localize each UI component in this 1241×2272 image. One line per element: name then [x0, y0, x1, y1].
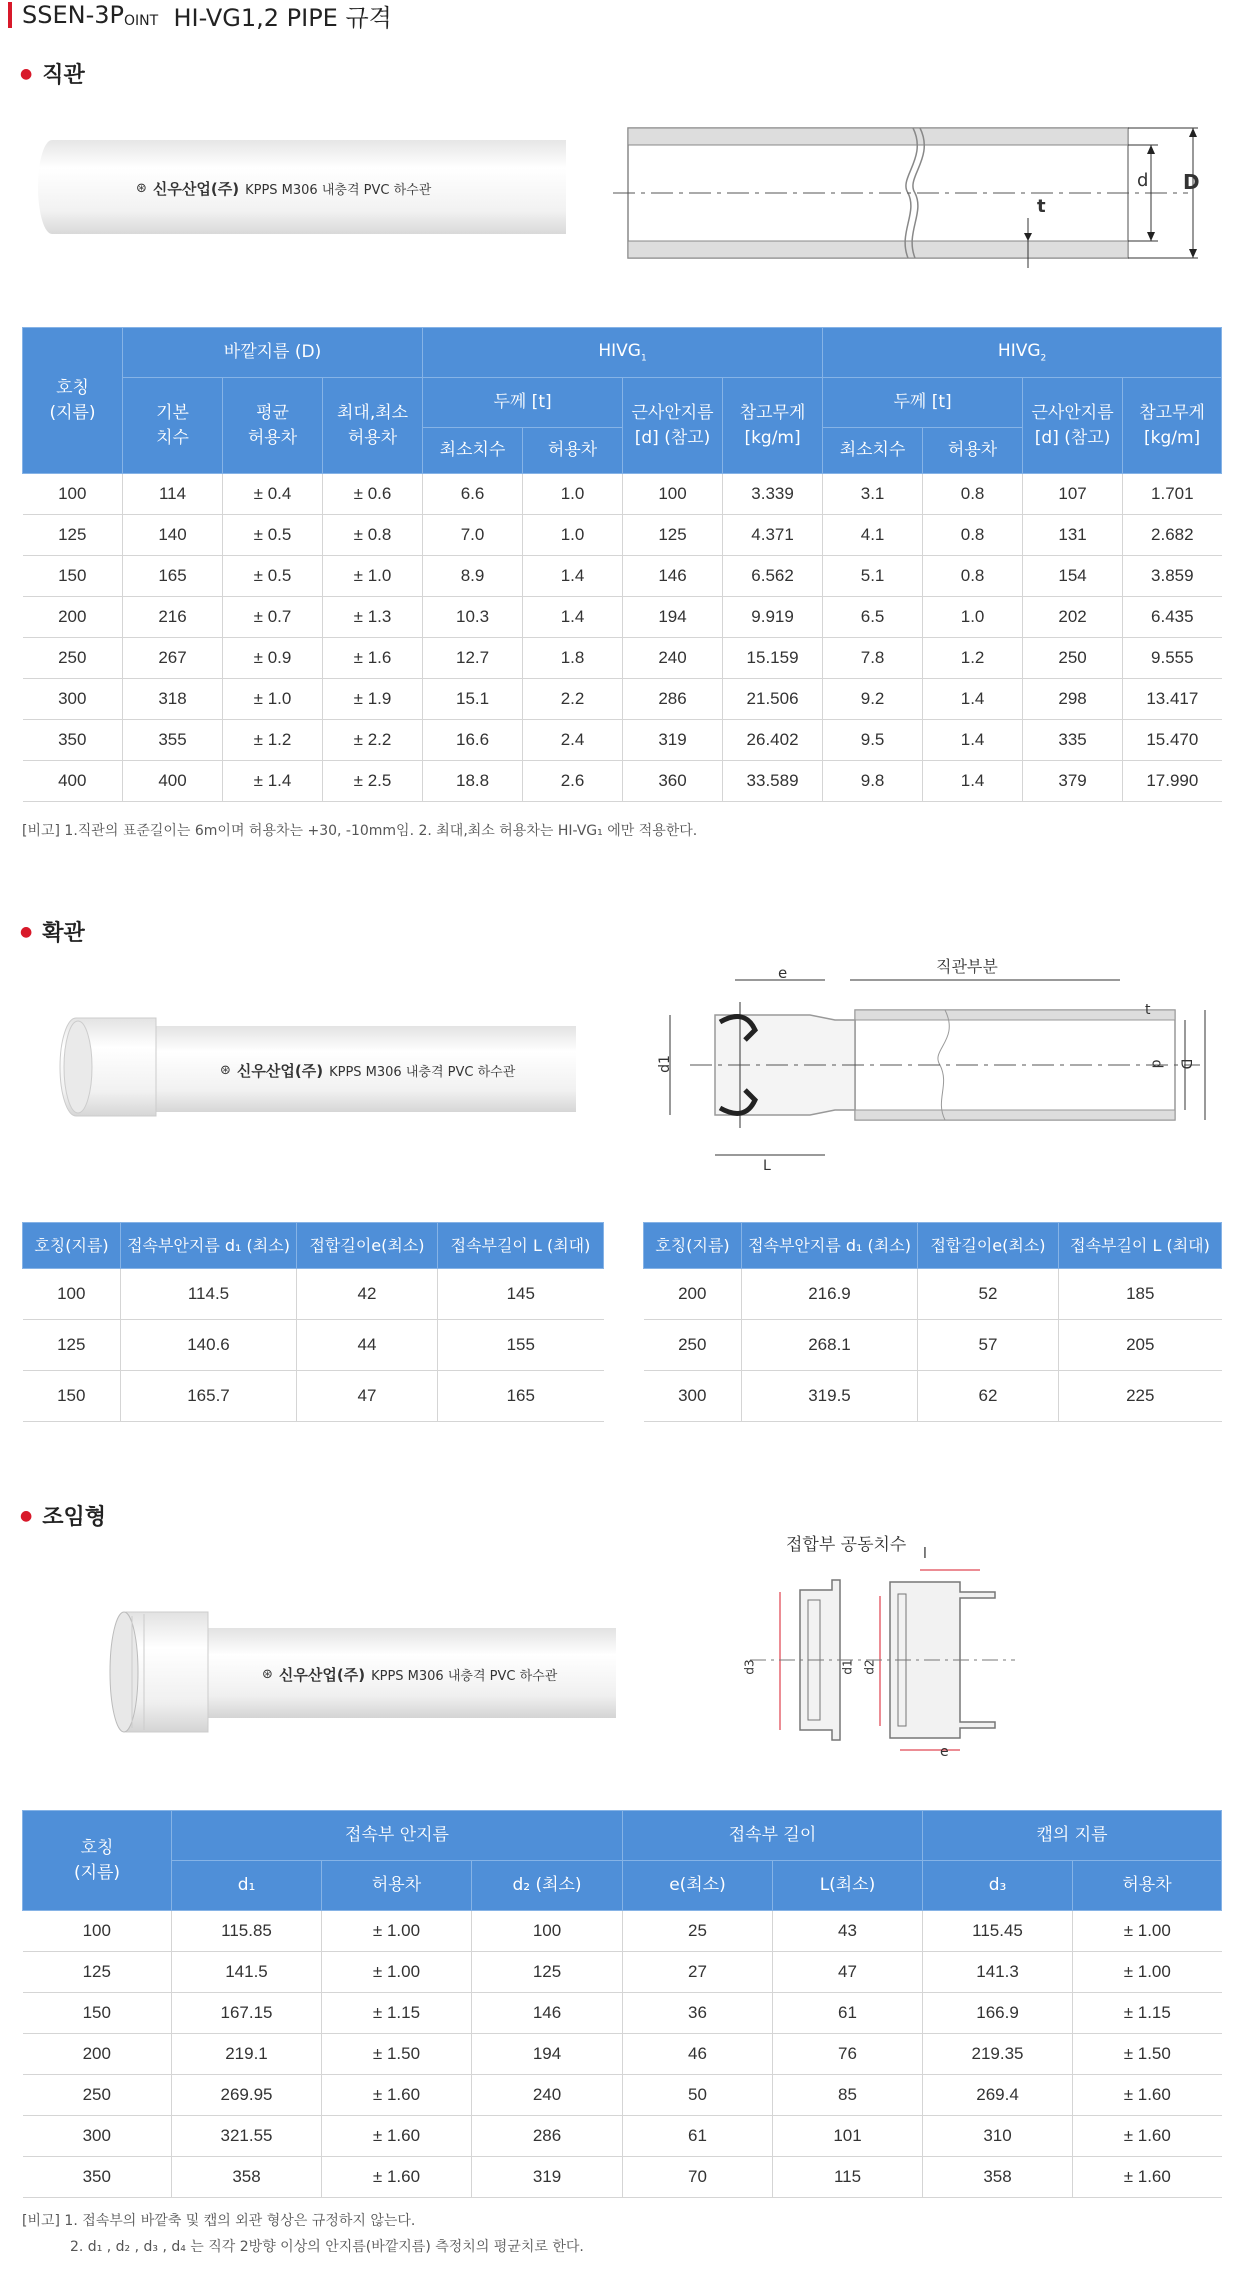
table-row	[644, 1269, 1222, 1320]
table-cell: ± 1.2	[223, 720, 323, 761]
table-cell: 166.9	[923, 1993, 1073, 2034]
table-cell: 141.3	[923, 1952, 1073, 1993]
table-row	[23, 2034, 1222, 2075]
table-cell: 6.562	[723, 556, 823, 597]
table-cell: 150	[23, 1371, 121, 1422]
table-cell: 2.6	[523, 761, 623, 802]
bell-header-cell: 접속부안지름 d₁ (최소)	[121, 1223, 297, 1269]
table-cell: ± 1.0	[323, 556, 423, 597]
table-cell: ± 1.0	[223, 679, 323, 720]
table-cell: ± 1.00	[1073, 1952, 1222, 1993]
table-cell: 300	[23, 679, 123, 720]
table-cell: 44	[297, 1320, 438, 1371]
table-cell: 145	[438, 1269, 604, 1320]
table-cell: 155	[438, 1320, 604, 1371]
table-cell: 268.1	[742, 1320, 918, 1371]
table-cell: 9.919	[723, 597, 823, 638]
table-cell: 100	[623, 474, 723, 515]
brand-logo-icon: ⊛	[262, 1667, 273, 1682]
section-title-text: 직관	[42, 63, 85, 88]
brand-mark-bell	[220, 1060, 515, 1081]
table-cell: 379	[1023, 761, 1123, 802]
brand-product: KPPS M306 내충격 PVC 하수관	[371, 1669, 558, 1684]
table-cell: 165.7	[121, 1371, 297, 1422]
table-cell: ± 1.00	[322, 1911, 472, 1952]
table-cell: 76	[773, 2034, 923, 2075]
diagram-label-D: D	[1177, 1058, 1194, 1070]
table-cell: 350	[23, 2157, 172, 2198]
th-e-min: e(최소)	[623, 1861, 773, 1911]
table-cell: 318	[123, 679, 223, 720]
table-cell: 9.555	[1123, 638, 1222, 679]
table-cell: 46	[623, 2034, 773, 2075]
table-cell: 200	[644, 1269, 742, 1320]
table-cell: 125	[23, 1952, 172, 1993]
table-cell: 17.990	[1123, 761, 1222, 802]
th-tol-2: 허용차	[923, 428, 1023, 474]
table-cell: 2.4	[523, 720, 623, 761]
table-cell: 18.8	[423, 761, 523, 802]
brand-company: 신우산업(주)	[152, 180, 240, 198]
table-cell: ± 0.5	[223, 515, 323, 556]
section-title-bell	[20, 916, 85, 947]
table-row	[23, 1320, 604, 1371]
table-cell: ± 1.15	[322, 1993, 472, 2034]
table-cell: 1.701	[1123, 474, 1222, 515]
diagram-label-d1: d1	[656, 1055, 673, 1073]
th-cap-dia: 캡의 지름	[923, 1811, 1222, 1861]
title-sub: OINT	[124, 13, 159, 29]
table-cell: 216.9	[742, 1269, 918, 1320]
table-cell: 9.5	[823, 720, 923, 761]
table-cell: ± 0.4	[223, 474, 323, 515]
table-cell: 50	[623, 2075, 773, 2116]
table-cell: 400	[23, 761, 123, 802]
table-cell: 216	[123, 597, 223, 638]
table-cell: 185	[1059, 1269, 1222, 1320]
table-cell: 100	[23, 1269, 121, 1320]
table-cell: ± 0.6	[323, 474, 423, 515]
table-cell: 240	[472, 2075, 623, 2116]
table-cell: 0.8	[923, 515, 1023, 556]
joint-note-1: [비고] 1. 접속부의 바깥축 및 캡의 외관 형상은 규정하지 않는다.	[22, 2213, 416, 2229]
bell-header-cell: 접속부길이 L (최대)	[1059, 1223, 1222, 1269]
table-cell: 269.4	[923, 2075, 1073, 2116]
bell-header-cell: 접합길이e(최소)	[297, 1223, 438, 1269]
table-cell: 1.0	[523, 515, 623, 556]
table-cell: ± 2.5	[323, 761, 423, 802]
th-hivg2: $HIVG_2$	[823, 328, 1222, 378]
table-cell: 85	[773, 2075, 923, 2116]
table-cell: 202	[1023, 597, 1123, 638]
table-cell: 3.339	[723, 474, 823, 515]
brand-product: KPPS M306 내충격 PVC 하수관	[245, 183, 432, 198]
table-cell: 319.5	[742, 1371, 918, 1422]
table-cell: ± 1.4	[223, 761, 323, 802]
table-cell: 286	[623, 679, 723, 720]
bell-table-right	[643, 1222, 1222, 1422]
th-approx-id-2: 근사안지름 [d] (참고)	[1023, 378, 1123, 474]
th-nominal: 호칭 (지름)	[23, 328, 123, 474]
bell-header-cell: 접합길이e(최소)	[918, 1223, 1059, 1269]
table-cell: 125	[23, 1320, 121, 1371]
th-avg-tol: 평균 허용차	[223, 378, 323, 474]
table-cell: 200	[23, 2034, 172, 2075]
table-cell: 219.35	[923, 2034, 1073, 2075]
table-cell: 3.1	[823, 474, 923, 515]
table-cell: 225	[1059, 1371, 1222, 1422]
table-cell: 47	[297, 1371, 438, 1422]
table-cell: 1.4	[923, 720, 1023, 761]
table-cell: 140	[123, 515, 223, 556]
diagram-label-t: t	[1037, 196, 1046, 217]
joint-diagram	[740, 1560, 1020, 1760]
table-cell: ± 0.9	[223, 638, 323, 679]
table-cell: 107	[1023, 474, 1123, 515]
table-cell: 150	[23, 1993, 172, 2034]
table-cell: 115	[773, 2157, 923, 2198]
title-accent-bar	[8, 2, 12, 28]
table-cell: 21.506	[723, 679, 823, 720]
table-cell: ± 0.7	[223, 597, 323, 638]
bullet-dot-icon: ●	[20, 1507, 33, 1524]
table-cell: 1.4	[523, 597, 623, 638]
table-cell: 335	[1023, 720, 1123, 761]
table-cell: ± 1.00	[1073, 1911, 1222, 1952]
table-cell: ± 1.15	[1073, 1993, 1222, 2034]
table-cell: 319	[472, 2157, 623, 2198]
th-L-min: L(최소)	[773, 1861, 923, 1911]
table-cell: 146	[472, 1993, 623, 2034]
table-row	[23, 1952, 1222, 1993]
table-cell: 300	[23, 2116, 172, 2157]
table-cell: 300	[644, 1371, 742, 1422]
table-cell: 100	[23, 474, 123, 515]
table-cell: 360	[623, 761, 723, 802]
joint-diagram-label-l: l	[923, 1546, 927, 1562]
table-cell: 165	[123, 556, 223, 597]
brand-product: KPPS M306 내충격 PVC 하수관	[329, 1065, 516, 1080]
bell-table-left	[22, 1222, 604, 1422]
table-cell: 7.0	[423, 515, 523, 556]
th-min-dim-1: 최소치수	[423, 428, 523, 474]
table-cell: 1.0	[523, 474, 623, 515]
table-cell: 250	[23, 2075, 172, 2116]
th-tol-1: 허용차	[523, 428, 623, 474]
table-cell: 200	[23, 597, 123, 638]
bell-pipe-diagram	[650, 960, 1210, 1180]
joint-table-body	[23, 1911, 1222, 2198]
th-socket-len: 접속부 길이	[623, 1811, 923, 1861]
brand-mark-straight	[136, 178, 431, 199]
straight-table-body	[23, 474, 1222, 802]
table-cell: 9.2	[823, 679, 923, 720]
table-cell: 194	[472, 2034, 623, 2075]
table-cell: 219.1	[172, 2034, 322, 2075]
table-cell: 9.8	[823, 761, 923, 802]
table-row	[644, 1320, 1222, 1371]
table-cell: 240	[623, 638, 723, 679]
table-cell: ± 2.2	[323, 720, 423, 761]
table-cell: 250	[23, 638, 123, 679]
table-cell: 10.3	[423, 597, 523, 638]
table-cell: 2.682	[1123, 515, 1222, 556]
table-cell: ± 1.60	[1073, 2116, 1222, 2157]
joint-diagram-caption: 접합부 공동치수	[786, 1535, 907, 1555]
joint-diagram-label-e: e	[940, 1744, 949, 1760]
table-cell: 1.4	[923, 761, 1023, 802]
joint-note-2: 2. d₁ , d₂ , d₃ , d₄ 는 직각 2방향 이상의 안지름(바깥지름) 측정치의 평균치로 한다.	[70, 2239, 584, 2255]
table-cell: 114	[123, 474, 223, 515]
th-thickness-1: 두께 [t]	[423, 378, 623, 428]
table-cell: 43	[773, 1911, 923, 1952]
table-row	[644, 1371, 1222, 1422]
th-d1: d₁	[172, 1861, 322, 1911]
th-d3: d₃	[923, 1861, 1073, 1911]
table-cell: 33.589	[723, 761, 823, 802]
th-outer-dia: 바깥지름 (D)	[123, 328, 423, 378]
straight-pipe-table	[22, 327, 1222, 802]
table-row	[23, 474, 1222, 515]
th-ref-weight-2: 참고무게 [kg/m]	[1123, 378, 1222, 474]
table-row	[23, 2157, 1222, 2198]
joint-diagram-label-d1: d1	[840, 1659, 855, 1675]
table-cell: 61	[623, 2116, 773, 2157]
table-cell: 286	[472, 2116, 623, 2157]
table-cell: 1.2	[923, 638, 1023, 679]
table-cell: ± 1.60	[1073, 2157, 1222, 2198]
table-cell: 194	[623, 597, 723, 638]
table-cell: 13.417	[1123, 679, 1222, 720]
brand-company: 신우산업(주)	[236, 1062, 324, 1080]
table-cell: 25	[623, 1911, 773, 1952]
table-row	[23, 1371, 604, 1422]
bell-header-cell: 접속부길이 L (최대)	[438, 1223, 604, 1269]
title-prefix: SSEN-3P	[22, 1, 124, 29]
table-cell: ± 1.50	[322, 2034, 472, 2075]
title-suffix: HI-VG1,2 PIPE 규격	[173, 3, 392, 32]
bullet-dot-icon: ●	[20, 65, 33, 82]
th-basic: 기본 치수	[123, 378, 223, 474]
table-cell: 7.8	[823, 638, 923, 679]
diagram-label-L: L	[763, 1158, 771, 1174]
table-cell: 146	[623, 556, 723, 597]
brand-logo-icon: ⊛	[220, 1063, 231, 1078]
table-row	[23, 679, 1222, 720]
table-cell: 205	[1059, 1320, 1222, 1371]
brand-company: 신우산업(주)	[278, 1666, 366, 1684]
table-cell: 4.371	[723, 515, 823, 556]
brand-logo-icon: ⊛	[136, 181, 147, 196]
th-thickness-2: 두께 [t]	[823, 378, 1023, 428]
table-cell: 358	[923, 2157, 1073, 2198]
joint-diagram-label-d2: d2	[862, 1659, 877, 1675]
table-row	[23, 556, 1222, 597]
th-joint-nominal: 호칭 (지름)	[23, 1811, 172, 1911]
table-cell: 26.402	[723, 720, 823, 761]
th-maxmin-tol: 최대,최소 허용차	[323, 378, 423, 474]
table-cell: 355	[123, 720, 223, 761]
table-cell: ± 1.6	[323, 638, 423, 679]
table-cell: ± 1.60	[1073, 2075, 1222, 2116]
table-cell: 16.6	[423, 720, 523, 761]
table-cell: 6.435	[1123, 597, 1222, 638]
table-row	[23, 1993, 1222, 2034]
table-cell: 167.15	[172, 1993, 322, 2034]
table-cell: ± 0.5	[223, 556, 323, 597]
straight-note: [비고] 1.직관의 표준길이는 6m이며 허용차는 +30, -10mm임. 2. 최대,최소 허용차는 HI-VG₁ 에만 적용한다.	[22, 823, 698, 839]
joint-diagram-label-d3: d3	[742, 1659, 757, 1675]
table-cell: 0.8	[923, 556, 1023, 597]
table-cell: 61	[773, 1993, 923, 2034]
th-tol2: 허용차	[1073, 1861, 1222, 1911]
table-cell: 1.8	[523, 638, 623, 679]
table-cell: 3.859	[1123, 556, 1222, 597]
table-cell: ± 1.3	[323, 597, 423, 638]
table-cell: 269.95	[172, 2075, 322, 2116]
section-title-text: 확관	[42, 921, 85, 946]
table-row	[23, 2075, 1222, 2116]
page-title	[8, 0, 392, 30]
table-cell: 6.5	[823, 597, 923, 638]
table-cell: 52	[918, 1269, 1059, 1320]
table-cell: 15.470	[1123, 720, 1222, 761]
table-cell: 267	[123, 638, 223, 679]
diagram-label-t: t	[1145, 1002, 1151, 1018]
table-row	[23, 2116, 1222, 2157]
table-cell: 154	[1023, 556, 1123, 597]
table-cell: 250	[1023, 638, 1123, 679]
th-tol: 허용차	[322, 1861, 472, 1911]
bell-header-cell: 접속부안지름 d₁ (최소)	[742, 1223, 918, 1269]
table-cell: 400	[123, 761, 223, 802]
table-cell: 310	[923, 2116, 1073, 2157]
table-cell: 0.8	[923, 474, 1023, 515]
table-cell: 358	[172, 2157, 322, 2198]
table-row	[23, 1911, 1222, 1952]
th-min-dim-2: 최소치수	[823, 428, 923, 474]
table-cell: ± 1.9	[323, 679, 423, 720]
table-cell: 319	[623, 720, 723, 761]
th-approx-id-1: 근사안지름 [d] (참고)	[623, 378, 723, 474]
table-cell: 12.7	[423, 638, 523, 679]
table-cell: 140.6	[121, 1320, 297, 1371]
brand-mark-joint	[262, 1664, 557, 1685]
table-row	[23, 761, 1222, 802]
table-row	[23, 597, 1222, 638]
table-cell: 62	[918, 1371, 1059, 1422]
table-cell: 57	[918, 1320, 1059, 1371]
table-cell: 5.1	[823, 556, 923, 597]
table-cell: 8.9	[423, 556, 523, 597]
table-cell: 70	[623, 2157, 773, 2198]
table-cell: 350	[23, 720, 123, 761]
section-title-joint	[20, 1500, 106, 1531]
joint-table	[22, 1810, 1222, 2198]
table-cell: ± 1.50	[1073, 2034, 1222, 2075]
bullet-dot-icon: ●	[20, 923, 33, 940]
th-d2: d₂ (최소)	[472, 1861, 623, 1911]
section-title-straight	[20, 58, 85, 89]
table-cell: 150	[23, 556, 123, 597]
table-cell: 125	[623, 515, 723, 556]
table-cell: 125	[472, 1952, 623, 1993]
table-cell: 4.1	[823, 515, 923, 556]
table-cell: 101	[773, 2116, 923, 2157]
diagram-label-straight-part: 직관부분	[936, 957, 998, 976]
table-cell: 1.0	[923, 597, 1023, 638]
table-cell: 298	[1023, 679, 1123, 720]
table-cell: 165	[438, 1371, 604, 1422]
straight-pipe-diagram	[608, 118, 1208, 268]
diagram-label-d: d	[1137, 170, 1149, 191]
bell-header-cell: 호칭(지름)	[23, 1223, 121, 1269]
table-cell: ± 1.60	[322, 2157, 472, 2198]
th-socket-id: 접속부 안지름	[172, 1811, 623, 1861]
section-title-text: 조임형	[42, 1505, 106, 1530]
table-cell: 42	[297, 1269, 438, 1320]
table-cell: 114.5	[121, 1269, 297, 1320]
table-cell: 115.45	[923, 1911, 1073, 1952]
th-hivg1: $HIVG_1$	[423, 328, 823, 378]
table-cell: 27	[623, 1952, 773, 1993]
table-cell: 100	[23, 1911, 172, 1952]
bell-header-cell: 호칭(지름)	[644, 1223, 742, 1269]
table-cell: 125	[23, 515, 123, 556]
table-cell: ± 1.00	[322, 1952, 472, 1993]
th-ref-weight-1: 참고무게 [kg/m]	[723, 378, 823, 474]
table-cell: 321.55	[172, 2116, 322, 2157]
table-row	[23, 720, 1222, 761]
table-row	[23, 515, 1222, 556]
diagram-label-d: d	[1148, 1059, 1165, 1069]
table-cell: 2.2	[523, 679, 623, 720]
diagram-label-e: e	[778, 964, 788, 982]
table-cell: 141.5	[172, 1952, 322, 1993]
table-cell: 100	[472, 1911, 623, 1952]
table-cell: 47	[773, 1952, 923, 1993]
table-cell: 131	[1023, 515, 1123, 556]
table-cell: 36	[623, 1993, 773, 2034]
table-cell: 250	[644, 1320, 742, 1371]
table-row	[23, 638, 1222, 679]
table-cell: 1.4	[923, 679, 1023, 720]
table-cell: 15.159	[723, 638, 823, 679]
table-cell: 1.4	[523, 556, 623, 597]
table-cell: 15.1	[423, 679, 523, 720]
table-cell: ± 1.60	[322, 2116, 472, 2157]
table-cell: 115.85	[172, 1911, 322, 1952]
table-cell: ± 0.8	[323, 515, 423, 556]
diagram-label-D: D	[1183, 170, 1200, 194]
table-cell: 6.6	[423, 474, 523, 515]
table-row	[23, 1269, 604, 1320]
table-cell: ± 1.60	[322, 2075, 472, 2116]
